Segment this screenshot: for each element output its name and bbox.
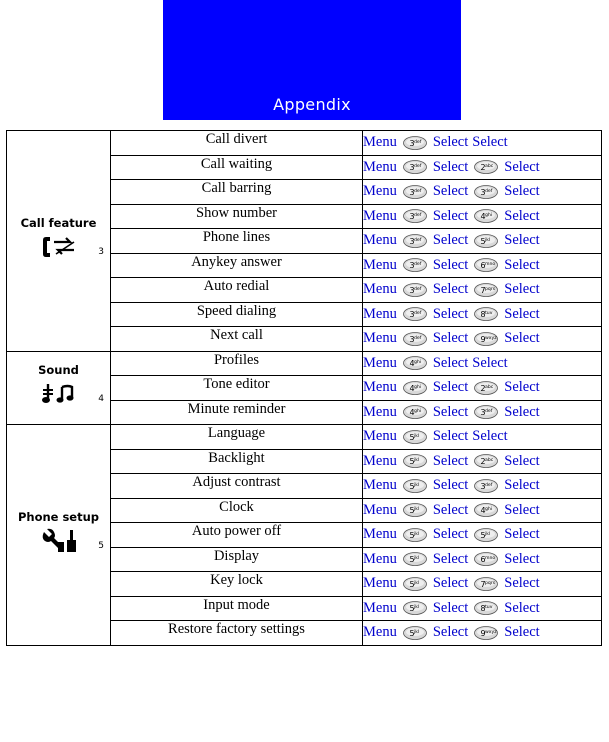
svg-text:3: 3 <box>480 408 486 418</box>
select-label: Select <box>504 256 540 273</box>
keypad-5-icon <box>403 552 427 566</box>
keypad-4-icon <box>403 405 427 419</box>
keypad-4-icon <box>474 209 498 223</box>
sound-icon <box>40 381 78 412</box>
keypad-2-icon <box>474 381 498 395</box>
key-sequence <box>363 474 602 499</box>
svg-text:3: 3 <box>409 334 415 344</box>
select-label: Select <box>504 305 540 322</box>
menu-label: Menu <box>363 452 397 469</box>
feature-name: Clock <box>111 498 363 523</box>
key-sequence <box>363 204 602 229</box>
keypad-2-icon <box>474 454 498 468</box>
select-label: Select <box>504 526 540 543</box>
select-label: Select <box>432 501 469 518</box>
menu-label: Menu <box>363 501 397 518</box>
keypad-3-icon <box>403 136 427 150</box>
key-sequence <box>363 376 602 401</box>
svg-text:3: 3 <box>480 481 486 491</box>
keypad-3-icon <box>403 185 427 199</box>
menu-label: Menu <box>363 379 397 396</box>
svg-text:def: def <box>413 213 422 219</box>
select-label: Select <box>432 232 469 249</box>
key-sequence <box>363 278 602 303</box>
keypad-3-icon <box>403 160 427 174</box>
menu-label: Menu <box>363 403 397 420</box>
svg-text:def: def <box>413 262 422 268</box>
keypad-9-icon <box>474 332 498 346</box>
feature-name: Call barring <box>111 180 363 205</box>
svg-text:ghi: ghi <box>413 384 421 390</box>
svg-text:6: 6 <box>480 261 486 271</box>
svg-text:abc: abc <box>485 384 494 390</box>
svg-text:2: 2 <box>480 383 486 393</box>
select-label: Select <box>472 354 508 371</box>
svg-text:5: 5 <box>409 432 415 442</box>
svg-text:3: 3 <box>409 236 415 246</box>
select-label: Select <box>432 624 469 641</box>
select-label: Select <box>432 281 469 298</box>
key-sequence <box>363 131 602 156</box>
table-row <box>7 351 602 376</box>
keypad-5-icon <box>403 503 427 517</box>
svg-text:def: def <box>485 188 493 194</box>
keypad-3-icon <box>474 185 498 199</box>
svg-text:tuv: tuv <box>485 605 493 611</box>
svg-text:def: def <box>413 188 422 194</box>
svg-text:wxyz: wxyz <box>485 629 497 635</box>
svg-text:pqrs: pqrs <box>485 286 496 292</box>
keypad-9-icon <box>474 626 498 640</box>
select-label: Select <box>432 158 469 175</box>
select-label: Select <box>432 207 469 224</box>
key-sequence <box>363 351 602 376</box>
keypad-3-icon <box>403 258 427 272</box>
select-label: Select <box>432 403 469 420</box>
key-sequence <box>363 449 602 474</box>
keypad-3-icon <box>474 479 498 493</box>
section-title: Phone setup <box>17 510 100 525</box>
menu-label: Menu <box>363 305 397 322</box>
feature-name: Tone editor <box>111 376 363 401</box>
keypad-5-icon <box>403 601 427 615</box>
svg-text:3: 3 <box>409 187 415 197</box>
menu-label: Menu <box>363 599 397 616</box>
key-sequence <box>363 547 602 572</box>
select-label: Select <box>504 207 540 224</box>
select-label: Select <box>504 281 540 298</box>
svg-text:abc: abc <box>485 458 494 464</box>
feature-name: Next call <box>111 327 363 352</box>
svg-text:ghi: ghi <box>485 213 493 219</box>
menu-label: Menu <box>363 575 397 592</box>
select-label: Select <box>504 452 540 469</box>
svg-text:3: 3 <box>409 285 415 295</box>
select-label: Select <box>504 330 540 347</box>
menu-table <box>6 130 602 646</box>
svg-text:ghi: ghi <box>413 409 421 415</box>
feature-name: Call waiting <box>111 155 363 180</box>
select-label: Select <box>504 232 540 249</box>
svg-text:jkl: jkl <box>413 605 420 611</box>
select-label: Select <box>432 183 469 200</box>
select-label: Select <box>504 379 540 396</box>
menu-label: Menu <box>363 207 397 224</box>
svg-text:2: 2 <box>480 163 486 173</box>
svg-text:jkl: jkl <box>413 629 420 635</box>
select-label: Select <box>432 134 469 151</box>
svg-text:wxyz: wxyz <box>485 335 497 341</box>
svg-text:def: def <box>413 335 422 341</box>
select-label: Select <box>432 526 469 543</box>
select-label: Select <box>432 477 469 494</box>
select-label: Select <box>432 575 469 592</box>
svg-text:jkl: jkl <box>485 531 491 537</box>
menu-label: Menu <box>363 477 397 494</box>
menu-label: Menu <box>363 158 397 175</box>
key-sequence <box>363 180 602 205</box>
feature-name: Auto redial <box>111 278 363 303</box>
feature-name: Minute reminder <box>111 400 363 425</box>
menu-label: Menu <box>363 354 397 371</box>
select-label: Select <box>432 330 469 347</box>
svg-text:4: 4 <box>409 383 415 393</box>
feature-name: Auto power off <box>111 523 363 548</box>
svg-text:3: 3 <box>480 187 486 197</box>
table-row <box>7 425 602 450</box>
svg-text:def: def <box>413 286 422 292</box>
key-sequence <box>363 572 602 597</box>
menu-label: Menu <box>363 256 397 273</box>
svg-text:5: 5 <box>480 530 486 540</box>
feature-name: Display <box>111 547 363 572</box>
svg-text:4: 4 <box>480 212 486 222</box>
select-label: Select <box>504 158 540 175</box>
select-label: Select <box>504 624 540 641</box>
svg-text:mno: mno <box>485 556 496 562</box>
svg-text:pqrs: pqrs <box>485 580 496 586</box>
svg-text:3: 3 <box>409 310 415 320</box>
svg-text:def: def <box>485 409 493 415</box>
select-label: Select <box>432 305 469 322</box>
svg-text:jkl: jkl <box>413 458 420 464</box>
key-sequence <box>363 596 602 621</box>
svg-text:3: 3 <box>409 212 415 222</box>
svg-text:def: def <box>413 164 422 170</box>
keypad-8-icon <box>474 307 498 321</box>
feature-name: Backlight <box>111 449 363 474</box>
key-sequence <box>363 498 602 523</box>
key-sequence <box>363 425 602 450</box>
feature-name: Anykey answer <box>111 253 363 278</box>
menu-label: Menu <box>363 428 397 445</box>
phone-setup-icon <box>40 528 78 559</box>
keypad-5-icon <box>403 528 427 542</box>
svg-text:4: 4 <box>409 359 415 369</box>
svg-text:5: 5 <box>409 457 415 467</box>
svg-text:7: 7 <box>480 579 486 589</box>
key-sequence <box>363 302 602 327</box>
select-label: Select <box>432 452 469 469</box>
section-number: 4 <box>98 393 104 404</box>
keypad-5-icon <box>474 528 498 542</box>
select-label: Select <box>432 256 469 273</box>
keypad-7-icon <box>474 577 498 591</box>
svg-text:9: 9 <box>480 334 486 344</box>
key-sequence <box>363 253 602 278</box>
svg-text:4: 4 <box>480 506 486 516</box>
select-label: Select <box>432 379 469 396</box>
svg-text:def: def <box>413 237 422 243</box>
svg-text:6: 6 <box>480 555 486 565</box>
svg-text:5: 5 <box>409 604 415 614</box>
svg-text:5: 5 <box>480 236 486 246</box>
svg-text:5: 5 <box>409 506 415 516</box>
keypad-5-icon <box>474 234 498 248</box>
keypad-6-icon <box>474 552 498 566</box>
call-feature-icon <box>40 234 78 265</box>
keypad-3-icon <box>403 332 427 346</box>
section-cell <box>7 351 111 425</box>
section-number: 3 <box>98 246 104 257</box>
menu-label: Menu <box>363 232 397 249</box>
section-number: 5 <box>98 540 104 551</box>
select-label: Select <box>432 599 469 616</box>
keypad-5-icon <box>403 479 427 493</box>
svg-text:jkl: jkl <box>413 433 420 439</box>
key-sequence <box>363 327 602 352</box>
svg-text:5: 5 <box>409 530 415 540</box>
keypad-8-icon <box>474 601 498 615</box>
svg-text:jkl: jkl <box>485 237 491 243</box>
feature-name: Profiles <box>111 351 363 376</box>
svg-text:8: 8 <box>480 604 486 614</box>
svg-text:5: 5 <box>409 481 415 491</box>
menu-label: Menu <box>363 330 397 347</box>
svg-text:jkl: jkl <box>413 556 420 562</box>
menu-label: Menu <box>363 134 397 151</box>
keypad-3-icon <box>403 283 427 297</box>
keypad-5-icon <box>403 454 427 468</box>
svg-text:5: 5 <box>409 555 415 565</box>
select-label: Select <box>504 183 540 200</box>
keypad-3-icon <box>474 405 498 419</box>
svg-text:def: def <box>485 482 493 488</box>
key-sequence <box>363 523 602 548</box>
select-label: Select <box>432 354 469 371</box>
svg-text:7: 7 <box>480 285 486 295</box>
menu-label: Menu <box>363 281 397 298</box>
keypad-4-icon <box>403 356 427 370</box>
svg-text:4: 4 <box>409 408 415 418</box>
keypad-4-icon <box>474 503 498 517</box>
table-row <box>7 131 602 156</box>
section-title: Sound <box>38 363 79 378</box>
svg-text:abc: abc <box>485 164 494 170</box>
select-label: Select <box>504 477 540 494</box>
svg-text:5: 5 <box>409 628 415 638</box>
svg-text:2: 2 <box>480 457 486 467</box>
svg-text:tuv: tuv <box>485 311 493 317</box>
svg-text:3: 3 <box>409 261 415 271</box>
feature-name: Phone lines <box>111 229 363 254</box>
svg-text:ghi: ghi <box>413 360 421 366</box>
select-label: Select <box>432 428 469 445</box>
keypad-3-icon <box>403 209 427 223</box>
svg-text:jkl: jkl <box>413 531 420 537</box>
select-label: Select <box>504 501 540 518</box>
keypad-6-icon <box>474 258 498 272</box>
select-label: Select <box>504 575 540 592</box>
key-sequence <box>363 400 602 425</box>
page-title: Appendix <box>273 95 351 114</box>
keypad-2-icon <box>474 160 498 174</box>
keypad-5-icon <box>403 577 427 591</box>
select-label: Select <box>504 403 540 420</box>
appendix-banner <box>163 0 461 120</box>
select-label: Select <box>472 134 508 151</box>
svg-text:9: 9 <box>480 628 486 638</box>
svg-text:jkl: jkl <box>413 580 420 586</box>
svg-text:def: def <box>413 139 422 145</box>
feature-name: Input mode <box>111 596 363 621</box>
keypad-3-icon <box>403 307 427 321</box>
menu-label: Menu <box>363 550 397 567</box>
section-cell <box>7 131 111 352</box>
feature-name: Restore factory settings <box>111 621 363 646</box>
keypad-3-icon <box>403 234 427 248</box>
svg-text:jkl: jkl <box>413 507 420 513</box>
feature-name: Key lock <box>111 572 363 597</box>
menu-label: Menu <box>363 183 397 200</box>
select-label: Select <box>432 550 469 567</box>
feature-name: Adjust contrast <box>111 474 363 499</box>
svg-text:8: 8 <box>480 310 486 320</box>
feature-name: Language <box>111 425 363 450</box>
key-sequence <box>363 229 602 254</box>
menu-label: Menu <box>363 526 397 543</box>
menu-label: Menu <box>363 624 397 641</box>
feature-name: Speed dialing <box>111 302 363 327</box>
select-label: Select <box>504 550 540 567</box>
svg-text:jkl: jkl <box>413 482 420 488</box>
keypad-5-icon <box>403 430 427 444</box>
svg-text:mno: mno <box>485 262 496 268</box>
feature-name: Show number <box>111 204 363 229</box>
keypad-5-icon <box>403 626 427 640</box>
svg-text:5: 5 <box>409 579 415 589</box>
svg-text:3: 3 <box>409 163 415 173</box>
svg-text:ghi: ghi <box>485 507 493 513</box>
select-label: Select <box>472 428 508 445</box>
keypad-7-icon <box>474 283 498 297</box>
section-title: Call feature <box>20 216 97 231</box>
feature-name: Call divert <box>111 131 363 156</box>
key-sequence <box>363 155 602 180</box>
svg-text:3: 3 <box>409 138 415 148</box>
select-label: Select <box>504 599 540 616</box>
section-cell <box>7 425 111 646</box>
svg-text:def: def <box>413 311 422 317</box>
keypad-4-icon <box>403 381 427 395</box>
key-sequence <box>363 621 602 646</box>
